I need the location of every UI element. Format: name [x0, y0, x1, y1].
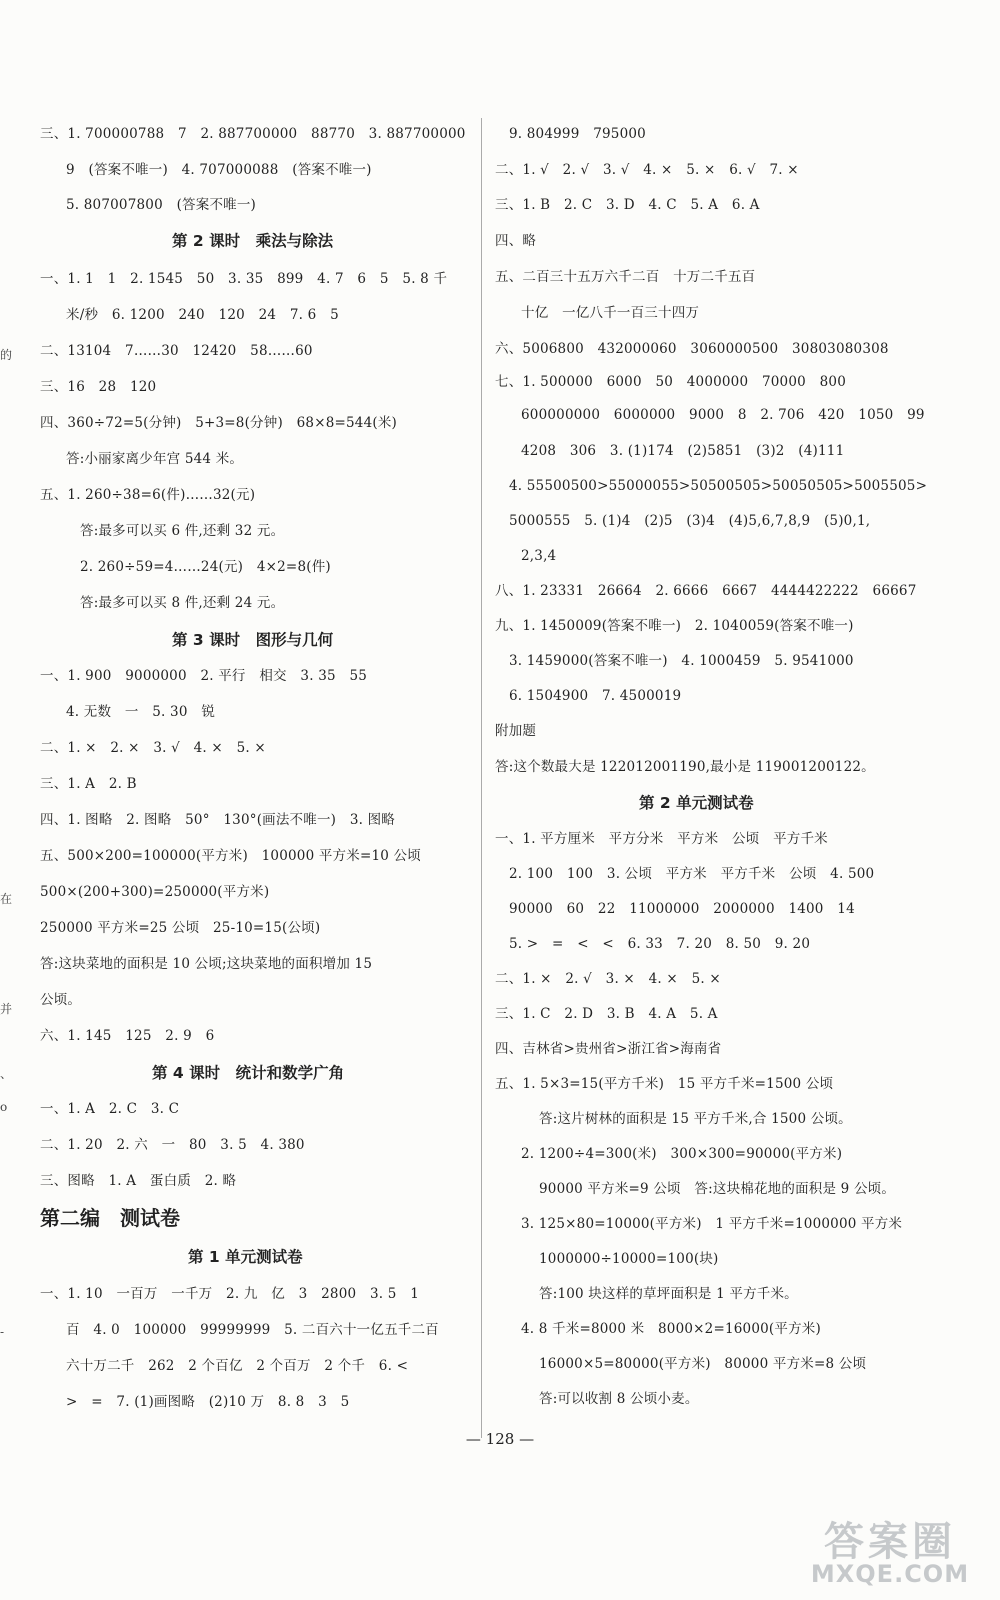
edge-mark: o	[0, 1100, 8, 1114]
section-heading: 第 4 课时 统计和数学广角	[152, 1064, 345, 1082]
answer-line: 四、1. 图略 2. 图略 50° 130°(画法不唯一) 3. 图略	[40, 812, 395, 828]
answer-line: 3. 1459000(答案不唯一) 4. 1000459 5. 9541000	[509, 653, 854, 669]
section-heading: 第 1 单元测试卷	[188, 1248, 303, 1266]
answer-line: 八、1. 23331 26664 2. 6666 6667 4444422222 66667	[495, 583, 917, 599]
answer-line: 250000 平方米=25 公顷 25-10=15(公顷)	[40, 920, 321, 936]
answer-line: 一、1. A 2. C 3. C	[40, 1101, 180, 1117]
answer-line: 九、1. 1450009(答案不唯一) 2. 1040059(答案不唯一)	[495, 618, 854, 634]
section-label: 附加题	[495, 723, 537, 739]
answer-line: > = 7. (1)画图略 (2)10 万 8. 8 3 5	[66, 1394, 350, 1410]
answer-line: 2. 1200÷4=300(米) 300×300=90000(平方米)	[521, 1146, 843, 1162]
answer-line: 4. 55500500>55000055>50500505>50050505>5005505>	[509, 478, 928, 494]
column-divider	[481, 118, 482, 1438]
answer-line: 三、1. A 2. B	[40, 776, 137, 792]
answer-line: 500×(200+300)=250000(平方米)	[40, 884, 270, 900]
answer-line: 二、1. 20 2. 六 一 80 3. 5 4. 380	[40, 1137, 305, 1153]
answer-line: 七、1. 500000 6000 50 4000000 70000 800	[495, 374, 846, 390]
section-heading: 第 2 单元测试卷	[639, 794, 754, 812]
answer-line: 90000 平方米=9 公顷 答:这块棉花地的面积是 9 公顷。	[539, 1181, 896, 1197]
answer-line: 答:最多可以买 8 件,还剩 24 元。	[80, 595, 285, 611]
watermark-logo	[790, 1510, 990, 1592]
answer-line: 9. 804999 795000	[509, 126, 646, 142]
answer-line: 5. 807007800 (答案不唯一)	[66, 197, 257, 213]
answer-line: 5000555 5. (1)4 (2)5 (3)4 (4)5,6,7,8,9 (5)0,1,	[509, 513, 871, 529]
answer-line: 答:这片树林的面积是 15 平方千米,合 1500 公顷。	[539, 1111, 852, 1127]
answer-line: 16000×5=80000(平方米) 80000 平方米=8 公顷	[539, 1356, 867, 1372]
answer-line: 三、1. B 2. C 3. D 4. C 5. A 6. A	[495, 197, 760, 213]
answer-line: 三、图略 1. A 蛋白质 2. 略	[40, 1173, 237, 1189]
answer-line: 4. 无数 一 5. 30 锐	[66, 704, 216, 720]
answer-line: 二、1. × 2. √ 3. × 4. × 5. ×	[495, 971, 721, 987]
answer-line: 六十万二千 262 2 个百亿 2 个百万 2 个千 6. <	[66, 1358, 409, 1374]
watermark-title: 答案圈	[824, 1519, 956, 1565]
answer-line: 90000 60 22 11000000 2000000 1400 14	[509, 901, 855, 917]
answer-line: 答:这个数最大是 122012001190,最小是 119001200122。	[495, 759, 875, 775]
answer-line: 三、1. 700000788 7 2. 887700000 88770 3. 887700000	[40, 126, 466, 142]
watermark-url: MXQE.COM	[810, 1560, 970, 1588]
answer-line: 答:小丽家离少年宫 544 米。	[66, 451, 244, 467]
answer-line: 答:最多可以买 6 件,还剩 32 元。	[80, 523, 285, 539]
edge-mark: 在	[0, 892, 13, 906]
answer-line: 4208 306 3. (1)174 (2)5851 (3)2 (4)111	[521, 443, 845, 459]
part-heading: 第二编 测试卷	[40, 1206, 180, 1230]
answer-line: 五、1. 5×3=15(平方千米) 15 平方千米=1500 公顷	[495, 1076, 834, 1092]
answer-line: 六、5006800 432000060 3060000500 30803080308	[495, 341, 889, 357]
answer-line: 5. > = < < 6. 33 7. 20 8. 50 9. 20	[509, 936, 811, 952]
answer-line: 答:100 块这样的草坪面积是 1 平方千米。	[539, 1286, 798, 1302]
answer-line: 一、1. 900 9000000 2. 平行 相交 3. 35 55	[40, 668, 368, 684]
answer-line: 米/秒 6. 1200 240 120 24 7. 6 5	[66, 307, 339, 323]
answer-line: 三、1. C 2. D 3. B 4. A 5. A	[495, 1006, 718, 1022]
answer-line: 一、1. 平方厘米 平方分米 平方米 公顷 平方千米	[495, 831, 828, 847]
answer-line: 四、360÷72=5(分钟) 5+3=8(分钟) 68×8=544(米)	[40, 415, 398, 431]
edge-mark: 并	[0, 1002, 13, 1016]
answer-line: 四、略	[495, 233, 537, 249]
answer-line: 3. 125×80=10000(平方米) 1 平方千米=1000000 平方米	[521, 1216, 903, 1232]
answer-line: 六、1. 145 125 2. 9 6	[40, 1028, 215, 1044]
answer-line: 2. 260÷59=4……24(元) 4×2=8(件)	[80, 559, 331, 575]
answer-line: 答:可以收割 8 公顷小麦。	[539, 1391, 699, 1407]
page-number: — 128 —	[465, 1430, 535, 1448]
answer-line: 2. 100 100 3. 公顷 平方米 平方千米 公顷 4. 500	[509, 866, 875, 882]
answer-line: 6. 1504900 7. 4500019	[509, 688, 682, 704]
answer-line: 三、16 28 120	[40, 379, 157, 395]
answer-line: 五、1. 260÷38=6(件)……32(元)	[40, 487, 256, 503]
answer-line: 9 (答案不唯一) 4. 707000088 (答案不唯一)	[66, 162, 372, 178]
answer-line: 一、1. 10 一百万 一千万 2. 九 亿 3 2800 3. 5 1	[40, 1286, 420, 1302]
answer-line: 二、1. √ 2. √ 3. √ 4. × 5. × 6. √ 7. ×	[495, 162, 799, 178]
section-heading: 第 2 课时 乘法与除法	[172, 232, 334, 250]
edge-mark: -	[0, 1325, 5, 1339]
answer-line: 一、1. 1 1 2. 1545 50 3. 35 899 4. 7 6 5 5. 8 千	[40, 271, 448, 287]
answer-line: 600000000 6000000 9000 8 2. 706 420 1050 99	[521, 407, 925, 423]
answer-line: 公顷。	[40, 992, 82, 1008]
answer-line: 五、500×200=100000(平方米) 100000 平方米=10 公顷	[40, 848, 421, 864]
answer-line: 4. 8 千米=8000 米 8000×2=16000(平方米)	[521, 1321, 821, 1337]
answer-line: 十亿 一亿八千一百三十四万	[521, 305, 700, 321]
answer-line: 二、13104 7……30 12420 58……60	[40, 343, 313, 359]
answer-line: 答:这块菜地的面积是 10 公顷;这块菜地的面积增加 15	[40, 956, 373, 972]
edge-mark: 的	[0, 348, 13, 362]
edge-mark: 、	[0, 1067, 13, 1081]
answer-line: 四、吉林省>贵州省>浙江省>海南省	[495, 1041, 722, 1057]
answer-line: 2,3,4	[521, 548, 557, 564]
answer-line: 1000000÷10000=100(块)	[539, 1251, 719, 1267]
answer-line: 二、1. × 2. × 3. √ 4. × 5. ×	[40, 740, 266, 756]
answer-line: 百 4. 0 100000 99999999 5. 二百六十一亿五千二百	[66, 1322, 439, 1338]
answer-line: 五、二百三十五万六千二百 十万二千五百	[495, 269, 756, 285]
section-heading: 第 3 课时 图形与几何	[172, 631, 334, 649]
